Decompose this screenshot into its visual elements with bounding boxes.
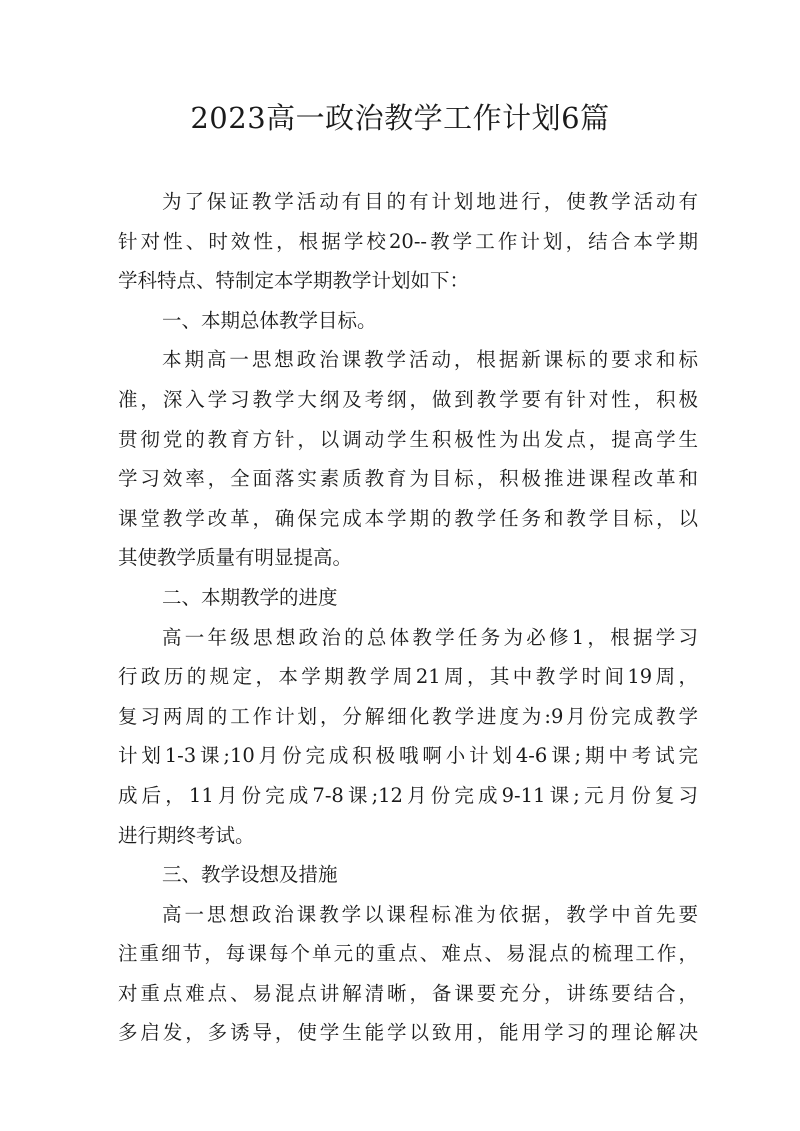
document-line: 为了保证教学活动有目的有计划地进行，使教学活动有 xyxy=(162,190,698,213)
document-line: 行政历的规定，本学期教学周21周，其中教学时间19周， xyxy=(118,665,698,689)
document-body xyxy=(118,182,698,1053)
document-line: 学科特点、特制定本学期教学计划如下： xyxy=(118,269,470,293)
document-line: 其使教学质量有明显提高。 xyxy=(118,546,353,570)
document-line: 学习效率，全面落实素质教育为目标，积极推进课程改革和 xyxy=(118,467,698,491)
document-line: 课堂教学改革，确保完成本学期的教学任务和教学目标，以 xyxy=(118,506,698,530)
document-line: 高一思想政治课教学以课程标准为依据，教学中首先要 xyxy=(162,902,698,926)
document-line: 本期高一思想政治课教学活动，根据新课标的要求和标 xyxy=(162,348,698,372)
document-line: 贯彻党的教育方针，以调动学生积极性为出发点，提高学生 xyxy=(118,427,698,451)
document-line: 一、本期总体教学目标。 xyxy=(162,308,377,332)
document-line: 准，深入学习教学大纲及考纲，做到教学要有针对性，积极 xyxy=(118,387,698,411)
document-line: 计划1-3课;10月份完成积极哦啊小计划4-6课;期中考试完 xyxy=(118,744,698,768)
document-line: 对重点难点、易混点讲解清晰，备课要充分，讲练要结合， xyxy=(118,981,698,1005)
document-line: 复习两周的工作计划，分解细化教学进度为:9月份完成教学 xyxy=(118,704,698,728)
document-line: 高一年级思想政治的总体教学任务为必修1，根据学习 xyxy=(162,625,698,649)
document-line: 多启发，多诱导，使学生能学以致用，能用学习的理论解决 xyxy=(118,1021,698,1045)
document-line: 进行期终考试。 xyxy=(118,823,255,847)
document-title: 2023高一政治教学工作计划6篇 xyxy=(190,101,610,135)
document-line: 三、教学设想及措施 xyxy=(162,863,338,887)
document-line: 二、本期教学的进度 xyxy=(162,585,338,609)
document-line: 注重细节，每课每个单元的重点、难点、易混点的梳理工作， xyxy=(118,942,698,966)
document-line: 成后，11月份完成7-8课;12月份完成9-11课;元月份复习 xyxy=(118,783,698,807)
document-line: 针对性、时效性，根据学校20--教学工作计划，结合本学期 xyxy=(118,229,698,253)
